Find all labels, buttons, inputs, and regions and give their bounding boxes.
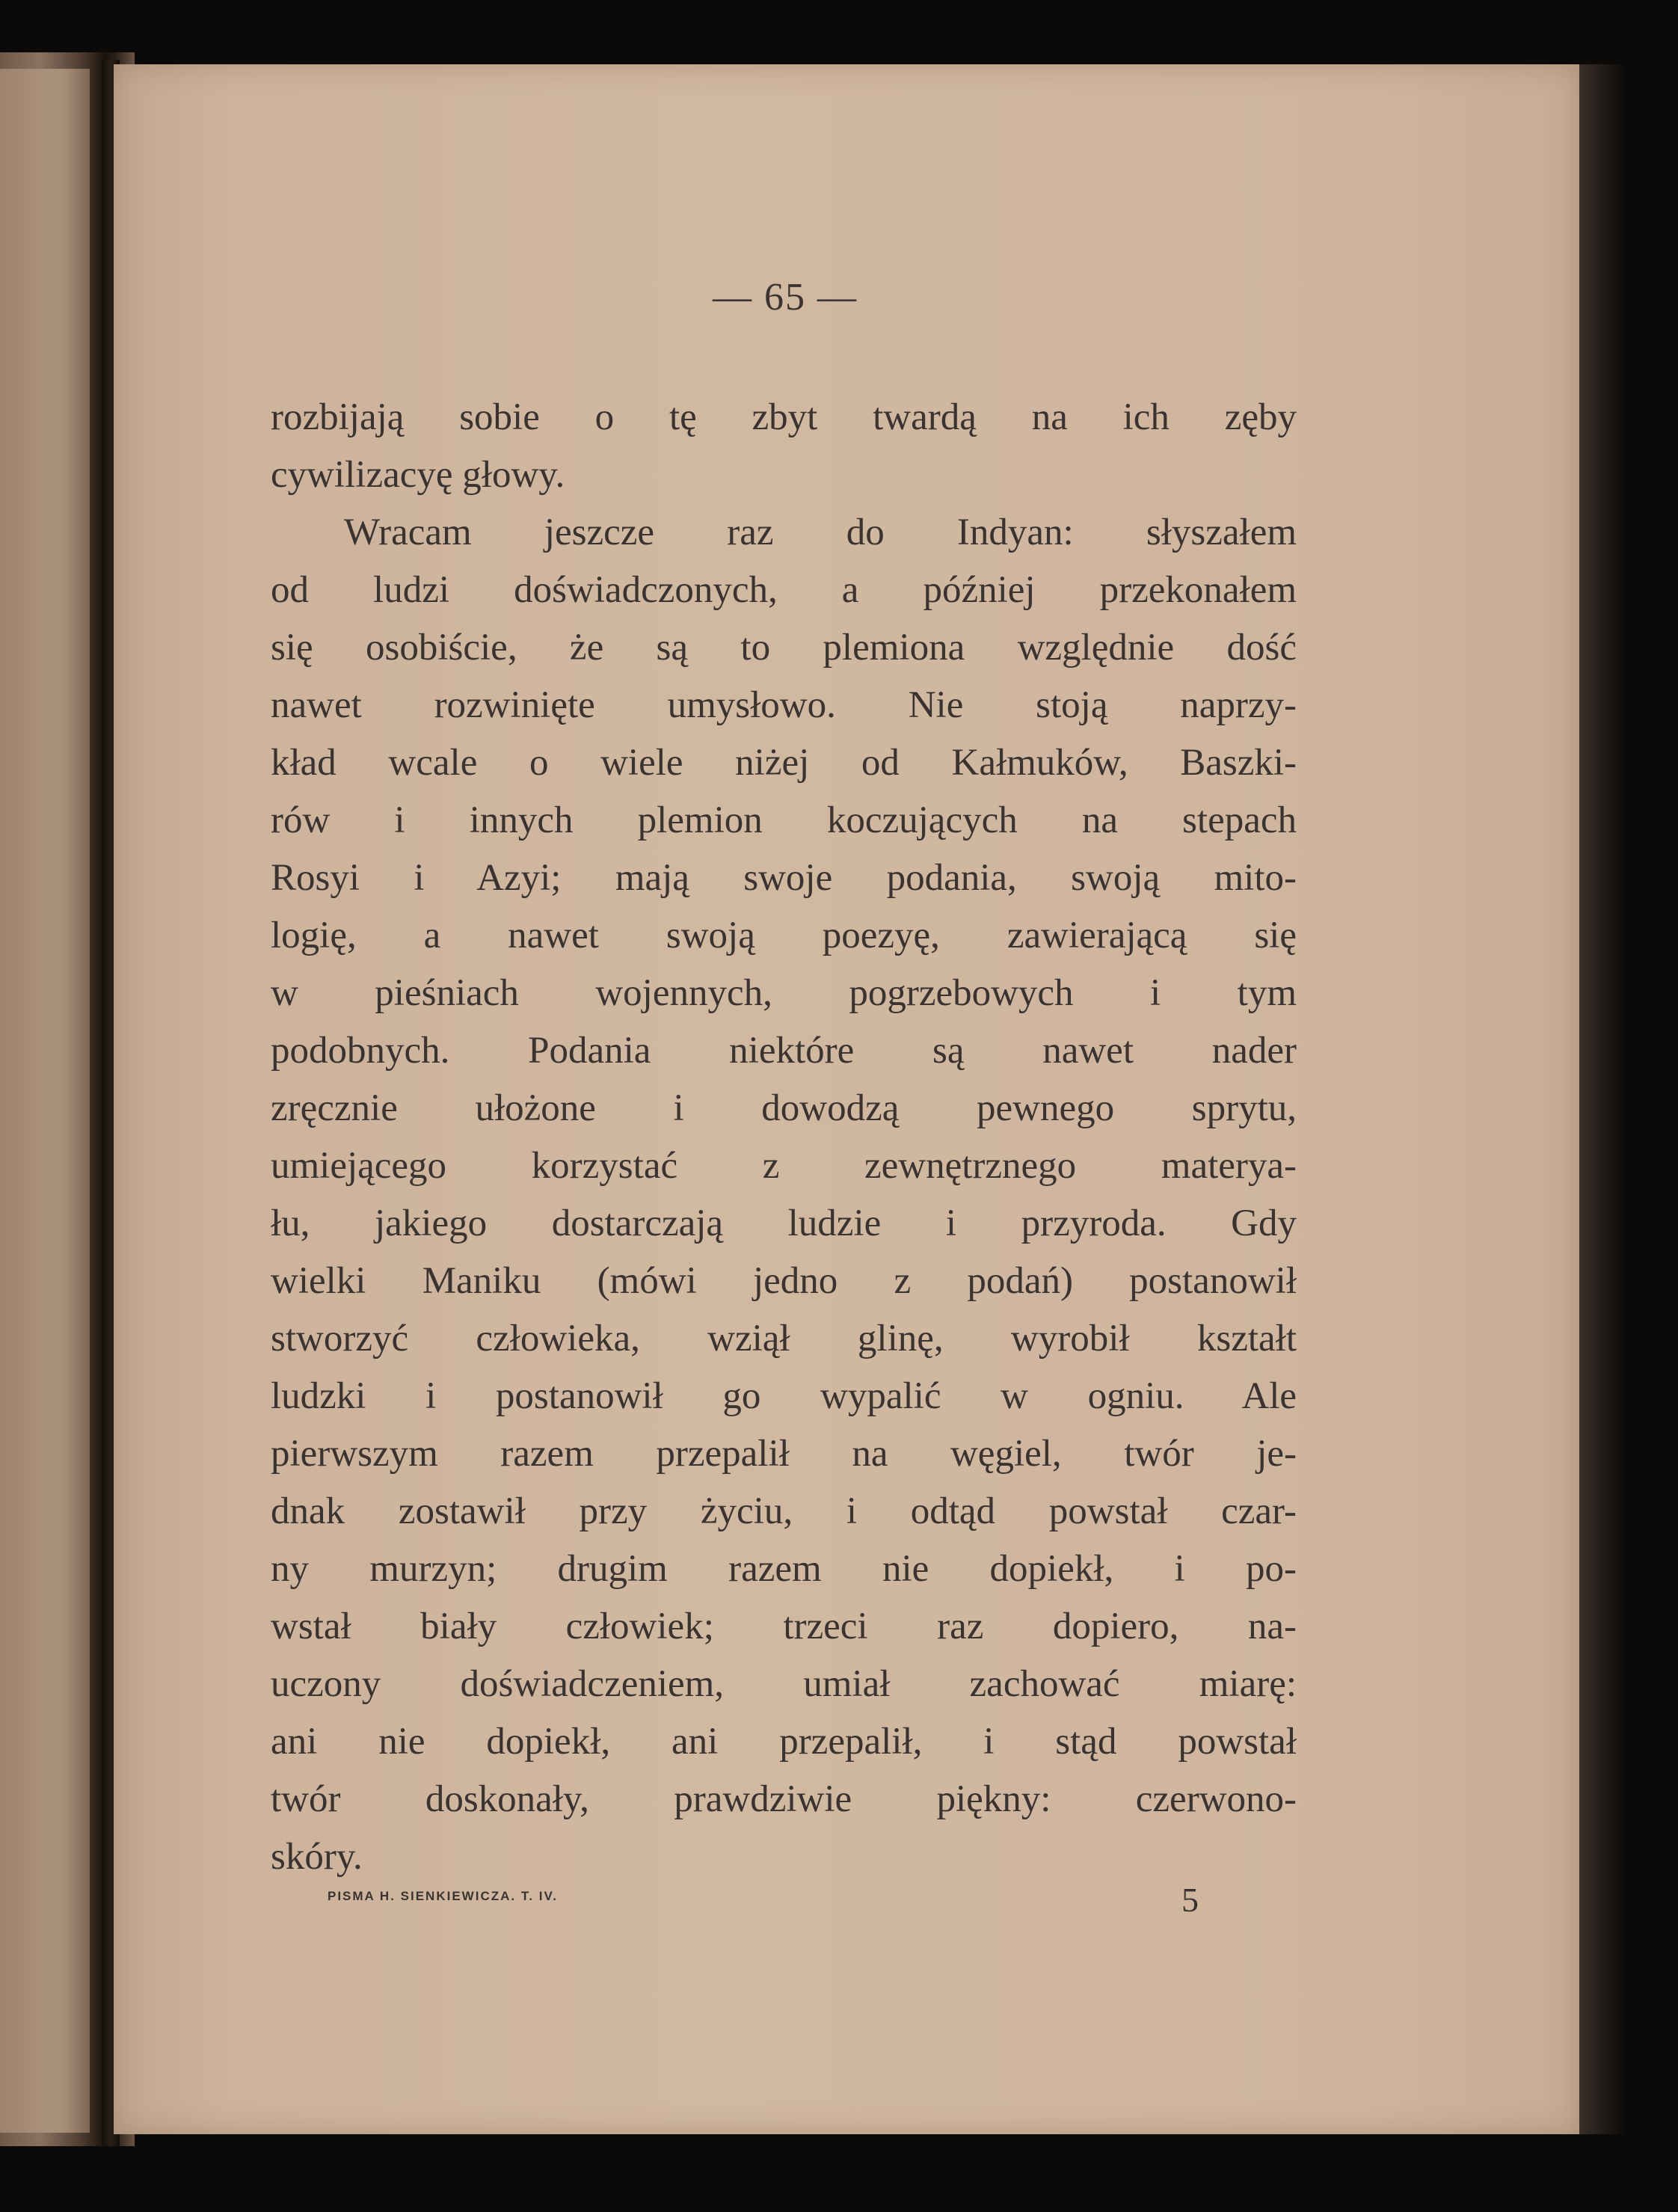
text-line: Wracam jeszcze raz do Indyan: słyszałem	[344, 511, 1297, 553]
text-line: rozbijają sobie o tę zbyt twardą na ich zęby	[271, 396, 1297, 438]
page-number: — 65 —	[713, 276, 858, 319]
text-line: od ludzi doświadczonych, a później przekonałem	[271, 569, 1297, 611]
text-line: ludzki i postanowił go wypalić w ogniu. Ale	[271, 1375, 1297, 1417]
text-line: nawet rozwinięte umysłowo. Nie stoją naprzy-	[271, 684, 1297, 726]
text-line: łu, jakiego dostarczają ludzie i przyroda. Gdy	[271, 1202, 1297, 1244]
text-line: pierwszym razem przepalił na węgiel, twór je-	[271, 1433, 1297, 1475]
text-line: twór doskonały, prawdziwie piękny: czerwono-	[271, 1778, 1297, 1820]
footer-sheet-number: 5	[1181, 1881, 1199, 1919]
left-page-edge	[0, 69, 90, 2133]
text-line: wstał biały człowiek; trzeci raz dopiero, na-	[271, 1606, 1297, 1647]
text-line: ani nie dopiekł, ani przepalił, i stąd powstał	[271, 1721, 1297, 1763]
text-line: cywilizacyę głowy.	[271, 454, 565, 496]
text-line: logię, a nawet swoją poezyę, zawierającą się	[271, 915, 1297, 956]
text-line: dnak zostawił przy życiu, i odtąd powstał czar-	[271, 1490, 1297, 1532]
text-line: Rosyi i Azyi; mają swoje podania, swoją mito-	[271, 857, 1297, 899]
text-line: umiejącego korzystać z zewnętrznego materya-	[271, 1145, 1297, 1187]
body-text	[271, 389, 1297, 1886]
text-line: stworzyć człowieka, wziął glinę, wyrobił kształt	[271, 1318, 1297, 1360]
text-line: się osobiście, że są to plemiona względnie dość	[271, 627, 1297, 669]
text-line: podobnych. Podania niektóre są nawet nader	[271, 1030, 1297, 1072]
text-line: uczony doświadczeniem, umiał zachować miarę:	[271, 1663, 1297, 1705]
text-line: ny murzyn; drugim razem nie dopiekł, i po-	[271, 1548, 1297, 1590]
footer-signature: PISMA H. SIENKIEWICZA. T. IV.	[328, 1889, 558, 1903]
page-edge-shadow	[1579, 64, 1624, 2134]
text-line: w pieśniach wojennych, pogrzebowych i tym	[271, 972, 1297, 1014]
text-line: wielki Maniku (mówi jedno z podań) postanowił	[271, 1260, 1297, 1302]
text-line: kład wcale o wiele niżej od Kałmuków, Baszki-	[271, 742, 1297, 784]
text-line: rów i innych plemion koczujących na stepach	[271, 799, 1297, 841]
text-line: skóry.	[271, 1836, 363, 1878]
text-line: zręcznie ułożone i dowodzą pewnego sprytu,	[271, 1087, 1297, 1129]
